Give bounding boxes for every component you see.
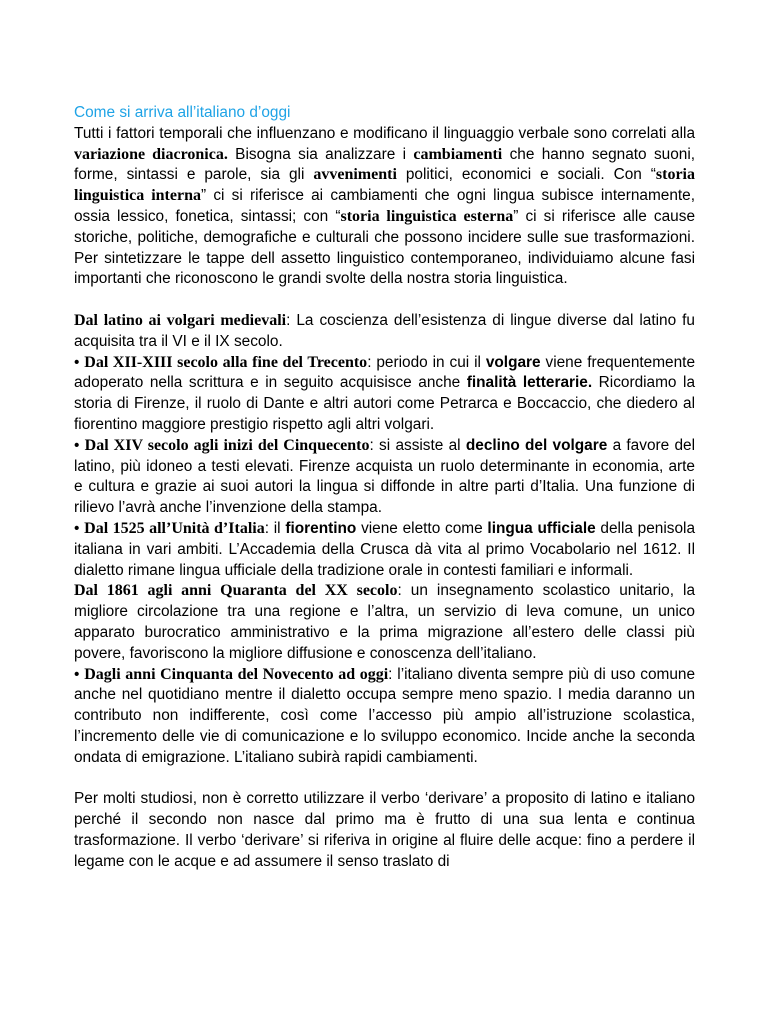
intro-text-1: Tutti i fattori temporali che influenzano e modificano il linguaggio verbale sono correlati alla xyxy=(74,124,695,142)
phase-2-text-2: viene frequentemente adoperato nella scrittura e in seguito acquisisce anche xyxy=(74,353,696,392)
bullet: • xyxy=(74,436,85,454)
term-lingua-ufficiale: lingua ufficiale xyxy=(487,519,596,537)
phase-3-heading: Dal XIV secolo agli inizi del Cinquecento xyxy=(84,436,370,454)
intro-text-2: Bisogna sia analizzare i xyxy=(227,145,414,163)
intro-text-4: politici, economici e sociali. Con “ xyxy=(396,166,656,184)
bullet: • xyxy=(74,519,85,537)
phase-4-text-1: : il xyxy=(264,519,286,537)
paragraph-spacer xyxy=(74,290,695,311)
phase-2-paragraph xyxy=(74,353,695,436)
phase-2-heading: Dal XII-XIII secolo alla fine del Trecento xyxy=(84,353,368,371)
term-avvenimenti: avvenimenti xyxy=(313,166,397,184)
intro-paragraph xyxy=(74,124,695,290)
phase-1-text: : La coscienza dell’esistenza di lingue diverse dal latino fu acquisita tra il VI e il IX secolo. xyxy=(74,311,695,350)
term-finalita-letterarie: finalità letterarie. xyxy=(466,374,593,392)
phase-4-text-3: della penisola italiana in vari ambiti. L’Accademia della Crusca dà vita al primo Vocabolario nel 1612. Il dialetto rimane lingua ufficiale della tradizione orale in contesti familiari e informali. xyxy=(74,519,696,579)
phase-6-heading: Dagli anni Cinquanta del Novecento ad oggi xyxy=(84,665,389,683)
term-cambiamenti: cambiamenti xyxy=(413,145,503,163)
intro-text-3: che hanno segnato suoni, forme, sintassi e parole, sia gli xyxy=(74,145,696,184)
term-storia-esterna: storia linguistica esterna xyxy=(340,207,514,225)
bullet: • xyxy=(74,353,85,371)
phase-6-text: : l’italiano diventa sempre più di uso comune anche nel quotidiano mentre il dialetto occupa sempre meno spazio. I media daranno un contributo non indifferente, così come l’accesso più ampio all’istruzione scolastica, l’incremento delle vie di comunicazione e lo sviluppo economico. Incide anche la seconda ondata di emigrazione. L’italiano subirà rapidi cambiamenti. xyxy=(74,665,696,766)
bullet: • xyxy=(74,665,85,683)
intro-text-6: ” ci si riferisce alle cause storiche, politiche, demografiche e culturali che possono incidere sulle sue trasformazioni. Per sintetizzare le tappe dell assetto linguistico contemporaneo, individuiamo alcune fasi importanti che riconoscono le grandi svolte della nostra storia linguistica. xyxy=(74,207,695,288)
phase-6-paragraph xyxy=(74,665,695,769)
section-title: Come si arriva all’italiano d’oggi xyxy=(74,104,291,121)
phase-3-text-2: a favore del latino, più idoneo a testi elevati. Firenze acquista un ruolo determinante in economia, arte e cultura e grazie ai suoi autori la lingua si diffonde in altre parti d’Italia. Una funzione di rilievo l’avrà anche l’invenzione della stampa. xyxy=(74,436,695,517)
paragraph-spacer xyxy=(74,769,695,790)
phase-5-heading: Dal 1861 agli anni Quaranta del XX secolo xyxy=(74,582,398,600)
term-storia-interna: storia linguistica interna xyxy=(74,166,695,205)
phase-4-text-2: viene eletto come xyxy=(356,519,488,537)
term-declino-volgare: declino del volgare xyxy=(465,436,608,454)
term-variazione-diacronica: variazione diacronica. xyxy=(74,145,228,163)
phase-3-text-1: : si assiste al xyxy=(369,436,466,454)
intro-text-5: ” ci si riferisce ai cambiamenti che ogni lingua subisce internamente, ossia lessico, fonetica, sintassi; con “ xyxy=(74,187,695,225)
phase-4-heading: Dal 1525 all’Unità d’Italia xyxy=(84,519,265,537)
phase-5-paragraph xyxy=(74,581,695,664)
phase-5-text: : un insegnamento scolastico unitario, la migliore circolazione tra una regione e l’altra, un servizio di leva comune, un unico apparato burocratico amministrativo e la prima migrazione all’estero delle classi più povere, favoriscono la migliore diffusione e conoscenza dell’italiano. xyxy=(74,582,695,662)
phase-2-text-1: : periodo in cui il xyxy=(367,353,486,371)
closing-paragraph: Per molti studiosi, non è corretto utilizzare il verbo ‘derivare’ a proposito di latino e italiano perché il secondo non nasce dal primo ma è frutto di una sua lenta e continua trasformazione. Il verbo ‘derivare’ si riferiva in origine al fluire delle acque: fino a perdere il legame con le acque e ad assumere il senso traslato di xyxy=(74,790,695,870)
phase-4-paragraph xyxy=(74,519,695,581)
phase-3-paragraph xyxy=(74,436,695,519)
term-volgare: volgare xyxy=(485,353,541,371)
phase-1-heading: Dal latino ai volgari medievali xyxy=(74,311,287,329)
term-fiorentino: fiorentino xyxy=(285,519,357,537)
phase-2-text-3: Ricordiamo la storia di Firenze, il ruolo di Dante e altri autori come Petrarca e Boccaccio, che diedero al fiorentino maggiore prestigio rispetto agli altri volgari. xyxy=(74,374,695,433)
phase-1-paragraph xyxy=(74,311,695,353)
